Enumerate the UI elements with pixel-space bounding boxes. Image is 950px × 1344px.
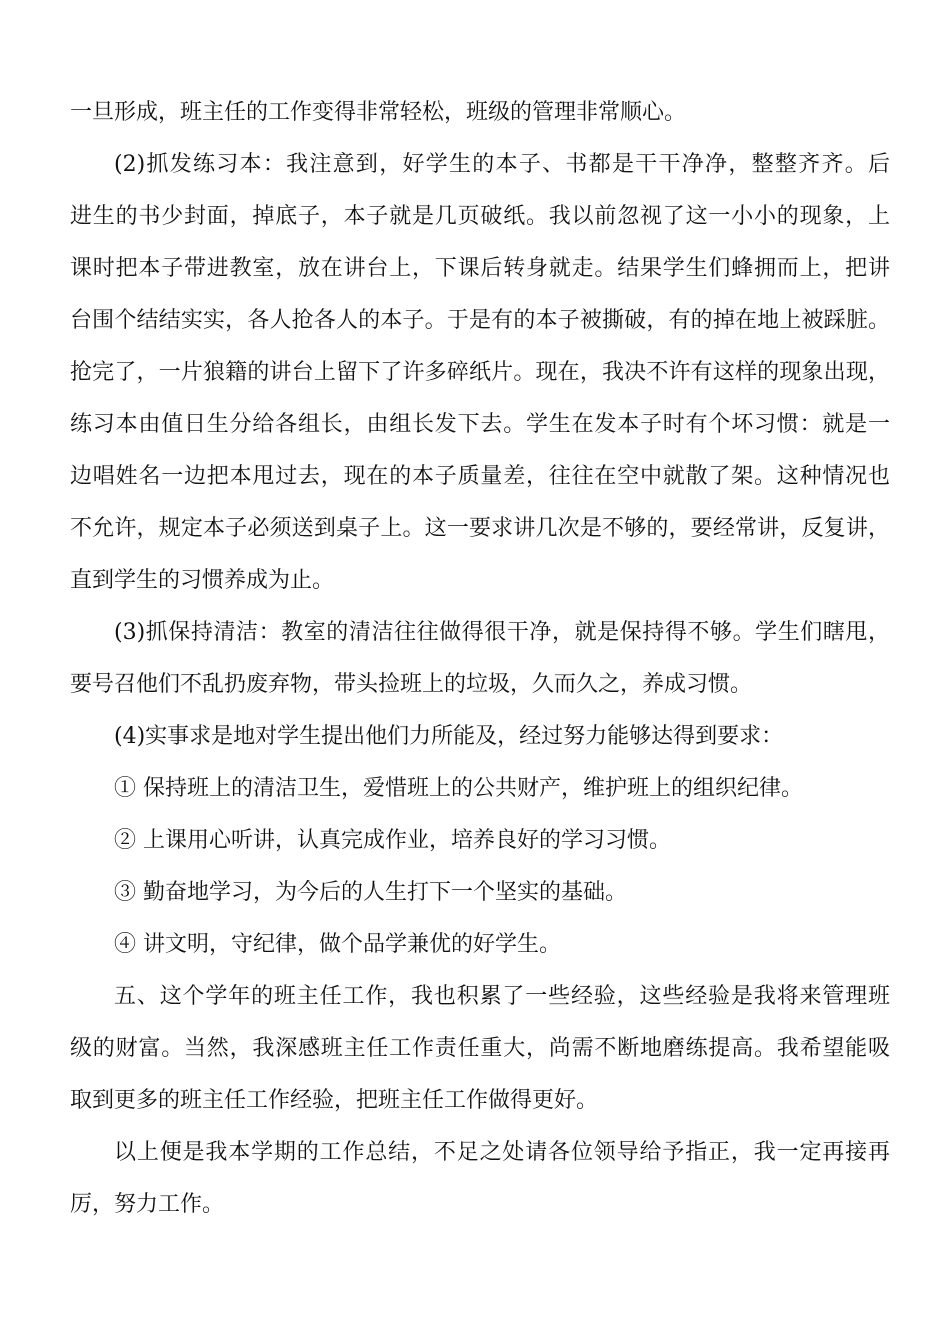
paragraph-line-6: 抢完了，一片狼籍的讲台上留下了许多碎纸片。现在，我决不许有这样的现象出现， <box>70 360 890 385</box>
paragraph-line-8: 边唱姓名一边把本甩过去，现在的本子质量差，往往在空中就散了架。这种情况也 <box>70 464 890 489</box>
paragraph-line-10: 直到学生的习惯养成为止。 <box>70 568 335 593</box>
paragraph-line-11: (3)抓保持清洁：教室的清洁往往做得很干净，就是保持得不够。学生们瞎甩， <box>114 620 890 645</box>
list-item-2: ② 上课用心听讲，认真完成作业，培养良好的学习习惯。 <box>114 828 671 853</box>
list-item-1: ① 保持班上的清洁卫生，爱惜班上的公共财产，维护班上的组织纪律。 <box>114 776 803 801</box>
paragraph-line-18: 五、这个学年的班主任工作，我也积累了一些经验，这些经验是我将来管理班 <box>114 984 890 1009</box>
paragraph-line-7: 练习本由值日生分给各组长，由组长发下去。学生在发本子时有个坏习惯：就是一 <box>70 412 890 437</box>
paragraph-line-5: 台围个结结实实，各人抢各人的本子。于是有的本子被撕破，有的掉在地上被踩脏。 <box>70 308 890 333</box>
list-item-4: ④ 讲文明，守纪律，做个品学兼优的好学生。 <box>114 932 561 957</box>
paragraph-line-12: 要号召他们不乱扔废弃物，带头捡班上的垃圾，久而久之，养成习惯。 <box>70 672 753 697</box>
paragraph-line-22: 厉，努力工作。 <box>70 1192 225 1217</box>
paragraph-line-21: 以上便是我本学期的工作总结，不足之处请各位领导给予指正，我一定再接再 <box>114 1140 890 1165</box>
paragraph-line-13: (4)实事求是地对学生提出他们力所能及，经过努力能够达得到要求： <box>114 724 784 749</box>
list-item-3: ③ 勤奋地学习，为今后的人生打下一个坚实的基础。 <box>114 880 627 905</box>
paragraph-line-2: (2)抓发练习本：我注意到，好学生的本子、书都是干干净净，整整齐齐。后 <box>114 152 890 177</box>
paragraph-line-4: 课时把本子带进教室，放在讲台上，下课后转身就走。结果学生们蜂拥而上，把讲 <box>70 256 890 281</box>
paragraph-line-20: 取到更多的班主任工作经验，把班主任工作做得更好。 <box>70 1088 599 1113</box>
paragraph-line-19: 级的财富。当然，我深感班主任工作责任重大，尚需不断地磨练提高。我希望能吸 <box>70 1036 890 1061</box>
paragraph-line-1: 一旦形成，班主任的工作变得非常轻松，班级的管理非常顺心。 <box>70 100 687 125</box>
paragraph-line-9: 不允许，规定本子必须送到桌子上。这一要求讲几次是不够的，要经常讲，反复讲， <box>70 516 890 541</box>
paragraph-line-3: 进生的书少封面，掉底子，本子就是几页破纸。我以前忽视了这一小小的现象，上 <box>70 204 890 229</box>
